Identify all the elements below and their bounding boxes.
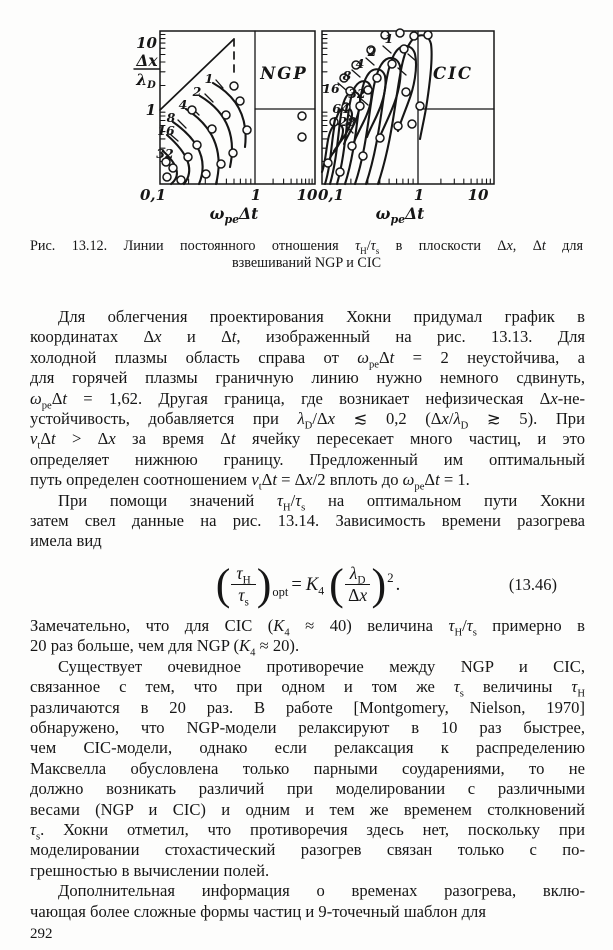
text-line: моделировании стохастический разогрев связан только с по- (30, 840, 585, 860)
text-line: холодной плазмы область справа от $\omega_{pe}\Delta t = 2$ неустойчива, а (30, 347, 585, 371)
paragraph (30, 307, 585, 491)
text-line: чем CIC-модели, однако если релаксация к распределению (30, 738, 585, 758)
body-text (30, 307, 585, 922)
equation-period: . (395, 574, 401, 595)
paragraph (30, 881, 585, 922)
text-line: Для облегчения проектирования Хокни придумал график в (58, 307, 585, 326)
paragraph (30, 657, 585, 881)
ngp-level-label: 4 (178, 97, 188, 112)
text-line: для горячей плазмы граничную линию нужно немного сдвинуть, (30, 368, 585, 388)
cic-level-label: 2 (367, 44, 377, 59)
text-line: Дополнительная информация о временах разогрева, вклю- (58, 881, 585, 901)
text-line: чающая более сложные формы частиц и 9-точечный шаблон для (30, 901, 486, 921)
text-line: $\tau_s$. Хокни отметил, что противоречия здесь нет, поскольку при (30, 819, 585, 843)
figure-caption (30, 238, 583, 271)
lhs-fraction (231, 562, 255, 609)
cic-level-label: 128 (329, 114, 357, 129)
text-line: 20 раз больше, чем для NGP $(K_4 \approx 20)$. (30, 636, 300, 659)
text-line: $v_t\Delta t > \Delta x$ за время Δt ячейку пересекает много частиц, и это (30, 429, 585, 452)
text-line: затем свел данные на рис. 13.14. Зависимость времени разогрева (30, 511, 585, 531)
close-paren: ) (256, 560, 272, 610)
ngp-xtick-1: 1 (250, 186, 262, 204)
text-line: грешностью в вычислении полей. (30, 860, 270, 880)
cic-level-label: 32 (348, 86, 366, 101)
text-line: различаются в 20 раз. В работе [Montgomery, Nielson, 1970] (30, 697, 585, 717)
ngp-ytick-10: 10 (136, 34, 157, 52)
equation-number: (13.46) (508, 574, 557, 594)
exponent: 2 (387, 569, 394, 585)
lhs-denominator: $\tau_s$ (238, 585, 249, 609)
ngp-diagonal-boundary (160, 39, 234, 110)
text-line: Существует очевидное противоречие между NGP и CIC, (58, 656, 585, 676)
ngp-ytick-1: 1 (145, 101, 156, 119)
cic-xtick-10: 10 (467, 186, 489, 204)
coefficient: $K_4$ (305, 574, 325, 598)
text-line: должно возникать различий при моделировании с различными (30, 779, 585, 799)
equation-body (215, 560, 401, 610)
paragraph (30, 616, 585, 657)
lhs-numerator: $\tau_H$ (231, 564, 255, 586)
equals-sign: = (291, 574, 302, 595)
cic-plot (318, 29, 494, 226)
cic-level-label: 4 (355, 56, 365, 71)
text-line: Замечательно, что для CIC $(K_4 \approx 40)$ величина $\tau_H/\tau_s$ примерно в (30, 615, 586, 639)
rhs-numerator: $\lambda_D$ (345, 564, 371, 586)
text-line: обнаружено, что NGP-модели релаксируют в 10 раз быстрее, (30, 717, 585, 737)
text-line: координатах Δx и Δt, изображенный на рис. 13.13. Для (30, 327, 586, 347)
figure-13-12-plots (0, 6, 613, 234)
text-line: путь определен соотношением $v_t\Delta t = \Delta x/2$ вплоть до $\omega_{pe}\Delta t = 1$. (30, 470, 470, 493)
cic-xlabel: $\omega_{pe}\Delta t$ (375, 204, 425, 226)
ngp-level-label: 32 (156, 146, 174, 161)
ngp-plot (134, 31, 318, 226)
text-line: $\omega_{pe}\Delta t = 1,62$. Другая граница, где возникает нефизическая Δx-не- (30, 388, 585, 411)
cic-level-label: 1 (384, 31, 394, 46)
ngp-level-label: 16 (157, 123, 175, 138)
cic-level-label: 16 (322, 81, 340, 96)
text-line: Максвелла обусловлена только парными соударениями, то не (30, 758, 585, 778)
page-number: 292 (30, 925, 53, 942)
ngp-level-label: 2 (192, 84, 202, 99)
ngp-xtick-01: 0,1 (139, 186, 167, 204)
open-paren: ( (215, 560, 231, 610)
figure-caption-line1: Рис. 13.12. Линии постоянного отношения $\tau_H/\tau_s$ в плоскости Δx, Δt для (30, 238, 584, 256)
ngp-level-label: 8 (166, 110, 176, 125)
equation-13-46 (30, 556, 585, 614)
ngp-ylabel-numerator: Δx (136, 51, 158, 70)
rhs-denominator: Δx (348, 585, 368, 606)
cic-level-label: 64 (332, 101, 350, 116)
text-line: связанное с тем, что при одном и том же $\tau_s$ величины $\tau_H$ (30, 677, 585, 700)
ngp-xtick-10: 10 (296, 186, 318, 204)
ngp-ylabel-denominator: λD (136, 70, 156, 91)
ngp-xlabel: $\omega_{pe}\Delta t$ (209, 204, 259, 226)
text-line: определяет нижнюю границу. Предложенный им оптимальный (30, 449, 585, 469)
text-line: устойчивость, добавляется при $\lambda_D/\Delta x$ ≲ 0,2 ($\Delta x/\lambda_D$ ≳ 5). При (30, 409, 585, 432)
open-paren: ( (329, 560, 344, 610)
text-line: имела вид (30, 531, 102, 551)
cic-level-label: 8 (342, 68, 352, 83)
rhs-fraction (345, 564, 371, 606)
close-paren: ) (371, 560, 387, 610)
cic-xtick-01: 0,1 (317, 186, 345, 204)
paragraph (30, 491, 585, 552)
opt-subscript: opt (272, 584, 289, 599)
cic-xtick-1: 1 (413, 186, 425, 204)
ngp-level-label: 1 (204, 71, 214, 86)
ngp-title: NGP (260, 64, 308, 83)
figure-caption-line2: взвешиваний NGP и CIC (231, 254, 382, 271)
cic-title: CIC (433, 64, 473, 83)
text-line: При помощи значений $\tau_H/\tau_s$ на оптимальном пути Хокни (58, 490, 585, 513)
text-line: весами (NGP и CIC) и одним и тем же временем столкновений (30, 799, 585, 819)
